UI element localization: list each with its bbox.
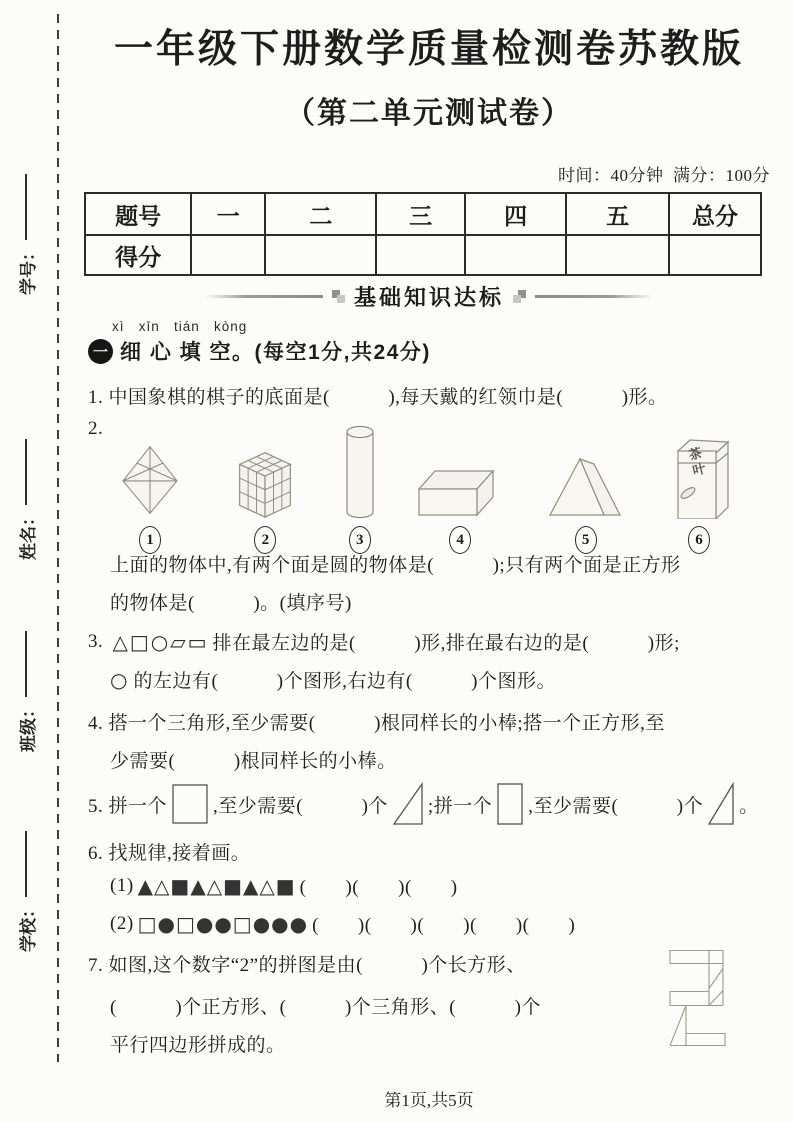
diamond-figure xyxy=(114,441,186,519)
score-cell xyxy=(376,235,465,275)
section-banner xyxy=(88,281,770,312)
question-2-line2: 的物体是( )。(填序号) xyxy=(110,593,352,614)
question-5-seg3: ;拼一个 xyxy=(427,795,493,817)
question-5 xyxy=(88,781,759,827)
rubiks-cube-figure xyxy=(226,441,304,519)
object-cuboid xyxy=(415,461,505,554)
cuboid-figure xyxy=(415,461,505,519)
square-shape-figure xyxy=(171,783,209,825)
rectangle-shape-figure xyxy=(496,782,524,826)
item1-shape-pattern: ▲△■▲△■▲△■ xyxy=(137,873,296,898)
header-part-5: 五 xyxy=(566,193,669,235)
question-1-text: 1. 中国象棋的棋子的底面是( ),每天戴的红领巾是( )形。 xyxy=(88,387,668,408)
main-content xyxy=(88,0,770,1122)
question-7-line2: ( )个正方形、( )个三角形、( )个 xyxy=(110,997,541,1018)
banner-right-squares-icon xyxy=(513,290,526,303)
question-5-seg4: ,至少需要( )个 xyxy=(528,795,704,817)
header-question-no: 题号 xyxy=(85,193,191,235)
right-triangle-figure xyxy=(707,782,735,826)
cylinder-figure xyxy=(345,424,375,519)
tea-box-figure xyxy=(666,427,732,519)
question-2-line1: 上面的物体中,有两个面是圆的物体是( );只有两个面是正方形 xyxy=(110,555,681,576)
object-triangular-prism xyxy=(546,453,626,554)
object-number-badge: 5 xyxy=(575,526,597,554)
question-7-line3: 平行四边形拼成的。 xyxy=(110,1035,286,1056)
banner-left-line xyxy=(205,295,323,298)
object-number-badge: 4 xyxy=(449,526,471,554)
score-cell xyxy=(265,235,376,275)
object-rubiks-cube xyxy=(226,441,304,554)
section-pinyin: xì xīn tián kòng xyxy=(112,319,248,334)
object-number-badge: 2 xyxy=(254,526,276,554)
object-number-badge: 6 xyxy=(688,526,710,554)
question-6-heading: 6. 找规律,接着画。 xyxy=(88,843,251,864)
object-tea-box xyxy=(666,427,732,554)
question-2-objects xyxy=(114,424,732,554)
name-label: 姓名： xyxy=(18,509,38,560)
name-field xyxy=(15,410,37,560)
question-4-line1: 4. 搭一个三角形,至少需要( )根同样长的小棒;搭一个正方形,至 xyxy=(88,713,665,734)
binding-dashed-line xyxy=(57,14,59,1062)
object-cylinder xyxy=(345,424,375,554)
page-subtitle: （第二单元测试卷） xyxy=(285,97,573,130)
name-blank-line xyxy=(25,439,27,505)
question-6-item1 xyxy=(110,872,458,899)
class-blank-line xyxy=(25,631,27,697)
score-cell xyxy=(465,235,566,275)
section-one-title: 细 心 填 空。(每空1分,共24分) xyxy=(120,341,431,364)
header-total: 总分 xyxy=(669,193,761,235)
student-id-blank-line xyxy=(25,174,27,240)
banner-left-squares-icon xyxy=(332,290,345,303)
item2-shape-pattern: □●□●●□●●● xyxy=(137,911,309,936)
score-table xyxy=(84,192,762,276)
question-7-line1: 7. 如图,这个数字“2”的拼图是由( )个长方形、 xyxy=(88,955,526,976)
page-title: 一年级下册数学质量检测卷苏教版 xyxy=(113,28,744,71)
score-cell xyxy=(669,235,761,275)
header-part-4: 四 xyxy=(465,193,566,235)
question-3-number: 3. xyxy=(88,630,109,652)
item2-prefix: (2) xyxy=(110,912,134,934)
question-3-line1-text: 排在最左边的是( )形,排在最右边的是( )形; xyxy=(212,633,680,654)
item2-answer-blanks: ( )( )( )( )( ) xyxy=(312,915,576,936)
class-label: 班级： xyxy=(18,701,38,752)
school-blank-line xyxy=(25,831,27,897)
circle-shape-glyph: ○ xyxy=(110,667,130,692)
school-field xyxy=(15,802,37,952)
question-3-line1 xyxy=(88,628,680,655)
question-2-number: 2. xyxy=(88,418,104,439)
banner-title: 基础知识达标 xyxy=(353,285,504,310)
item1-prefix: (1) xyxy=(110,874,134,896)
section-one-heading xyxy=(88,336,431,366)
score-cell xyxy=(566,235,669,275)
question-3-shape-sequence: △□○▱▭ xyxy=(112,629,209,654)
question-6-item2 xyxy=(110,910,575,937)
class-field xyxy=(15,602,37,752)
banner-right-line xyxy=(535,295,653,298)
student-id-field xyxy=(15,145,37,295)
triangular-prism-figure xyxy=(546,453,626,519)
question-3-line2 xyxy=(110,666,556,693)
score-cell xyxy=(191,235,265,275)
question-5-seg1: 5. 拼一个 xyxy=(88,795,168,817)
score-row-label: 得分 xyxy=(85,235,191,275)
header-part-2: 二 xyxy=(265,193,376,235)
section-number-icon: 一 xyxy=(88,339,113,364)
time-score-info: 时间：40分钟 满分：100分 xyxy=(558,166,770,185)
score-table-header-row xyxy=(85,193,761,235)
tea-box-label: 茶叶 xyxy=(685,445,708,481)
digit-2-puzzle-figure xyxy=(668,948,728,1050)
item1-answer-blanks: ( )( )( ) xyxy=(299,877,458,898)
school-label: 学校： xyxy=(18,901,38,952)
right-triangle-figure xyxy=(392,782,424,826)
object-number-badge: 3 xyxy=(349,526,371,554)
question-3-line2-text: 的左边有( )个图形,右边有( )个图形。 xyxy=(133,671,557,692)
student-id-label: 学号： xyxy=(18,244,38,295)
question-4-line2: 少需要( )根同样长的小棒。 xyxy=(110,751,397,772)
object-diamond xyxy=(114,441,186,554)
header-part-1: 一 xyxy=(191,193,265,235)
header-part-3: 三 xyxy=(376,193,465,235)
question-5-seg2: ,至少需要( )个 xyxy=(213,795,388,817)
page-number: 第1页,共5页 xyxy=(384,1091,474,1110)
object-number-badge: 1 xyxy=(139,526,161,554)
question-5-seg5: 。 xyxy=(739,795,759,817)
score-table-score-row xyxy=(85,235,761,275)
